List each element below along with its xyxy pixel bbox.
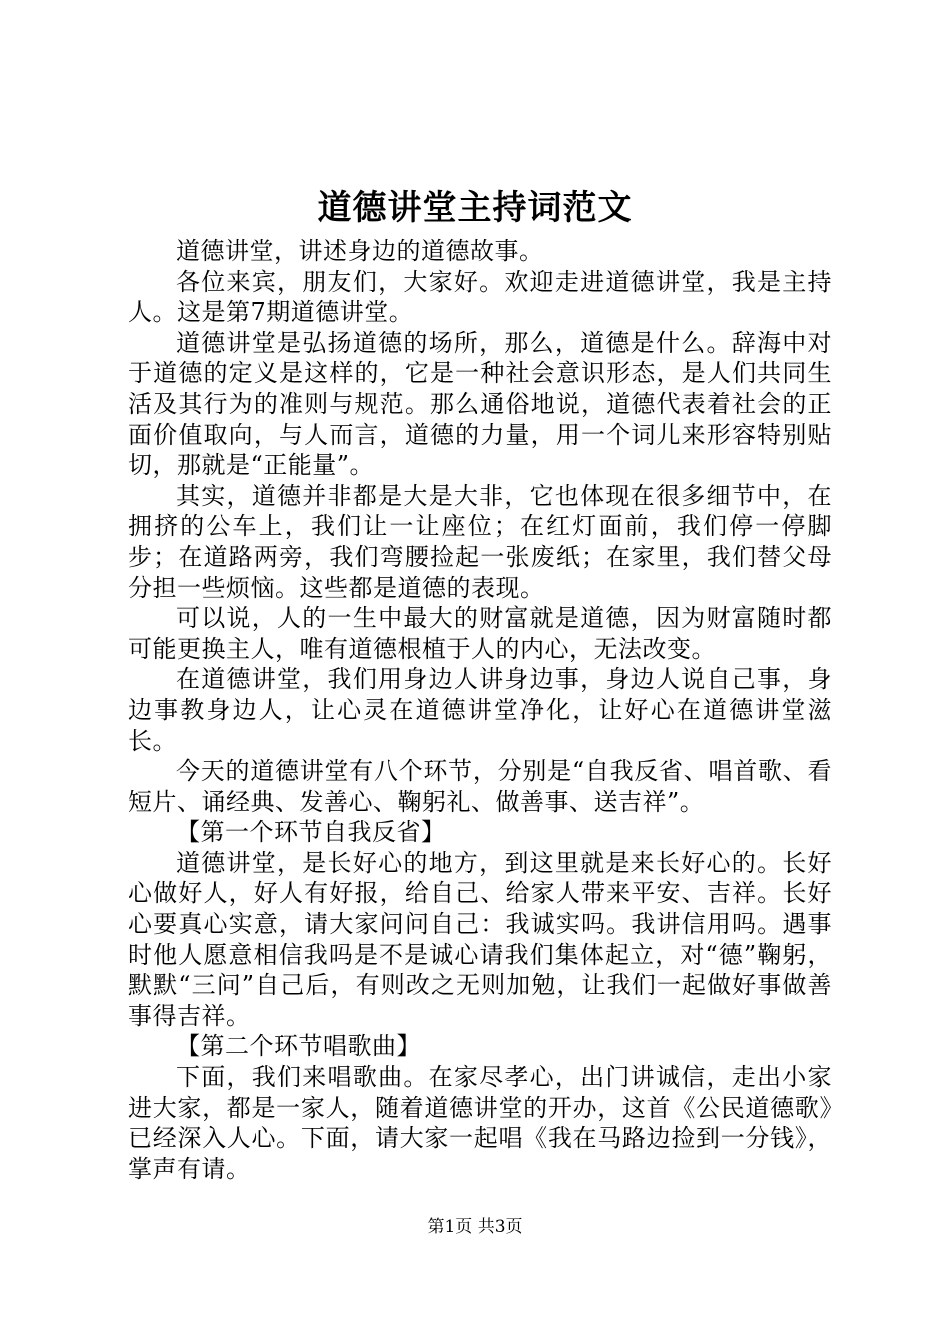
document-title: 道德讲堂主持词范文 [317,188,633,228]
paragraph: 道德讲堂是弘扬道德的场所，那么，道德是什么。辞海中对于道德的定义是这样的，它是一种社会意识形态，是人们共同生活及其行为的准则与规范。那么通俗地说，道德代表着社会的正面价值取向，与人而言，道德的力量，用一个词儿来形容特别贴切，那就是“正能量”。 [128,328,832,480]
paragraph: 下面，我们来唱歌曲。在家尽孝心，出门讲诚信，走出小家进大家，都是一家人，随着道德讲堂的开办，这首《公民道德歌》已经深入人心。下面，请大家一起唱《我在马路边捡到一分钱》，掌声有请。 [128,1063,832,1183]
paragraph: 在道德讲堂，我们用身边人讲身边事，身边人说自己事，身边事教身边人，让心灵在道德讲堂净化，让好心在道德讲堂滋长。 [128,665,832,755]
paragraph: 道德讲堂，是长好心的地方，到这里就是来长好心的。长好心做好人，好人有好报，给自己、给家人带来平安、吉祥。长好心要真心实意，请大家问问自己：我诚实吗。我讲信用吗。遇事时他人愿意相信我吗是不是诚心请我们集体起立，对“德”鞠躬，默默“三问”自己后，有则改之无则加勉，让我们一起做好事做善事得吉祥。 [128,848,832,1030]
page-footer: 第1页 共3页 [427,1217,523,1237]
paragraph: 可以说，人的一生中最大的财富就是道德，因为财富随时都可能更换主人，唯有道德根植于人的内心，无法改变。 [128,604,832,663]
paragraph: 道德讲堂，讲述身边的道德故事。 [176,237,544,265]
paragraph: 各位来宾，朋友们，大家好。欢迎走进道德讲堂，我是主持人。这是第7期道德讲堂。 [128,267,832,327]
document-body [128,236,832,1184]
paragraph: 今天的道德讲堂有八个环节，分别是“自我反省、唱首歌、看短片、诵经典、发善心、鞠躬礼、做善事、送吉祥”。 [128,757,832,816]
paragraph: 其实，道德并非都是大是大非，它也体现在很多细节中，在拥挤的公车上，我们让一让座位；在红灯面前，我们停一停脚步；在道路两旁，我们弯腰捡起一张废纸；在家里，我们替父母分担一些烦恼。这些都是道德的表现。 [128,481,832,602]
section-heading: 【第一个环节自我反省】 [176,818,446,847]
section-heading: 【第二个环节唱歌曲】 [176,1032,421,1061]
